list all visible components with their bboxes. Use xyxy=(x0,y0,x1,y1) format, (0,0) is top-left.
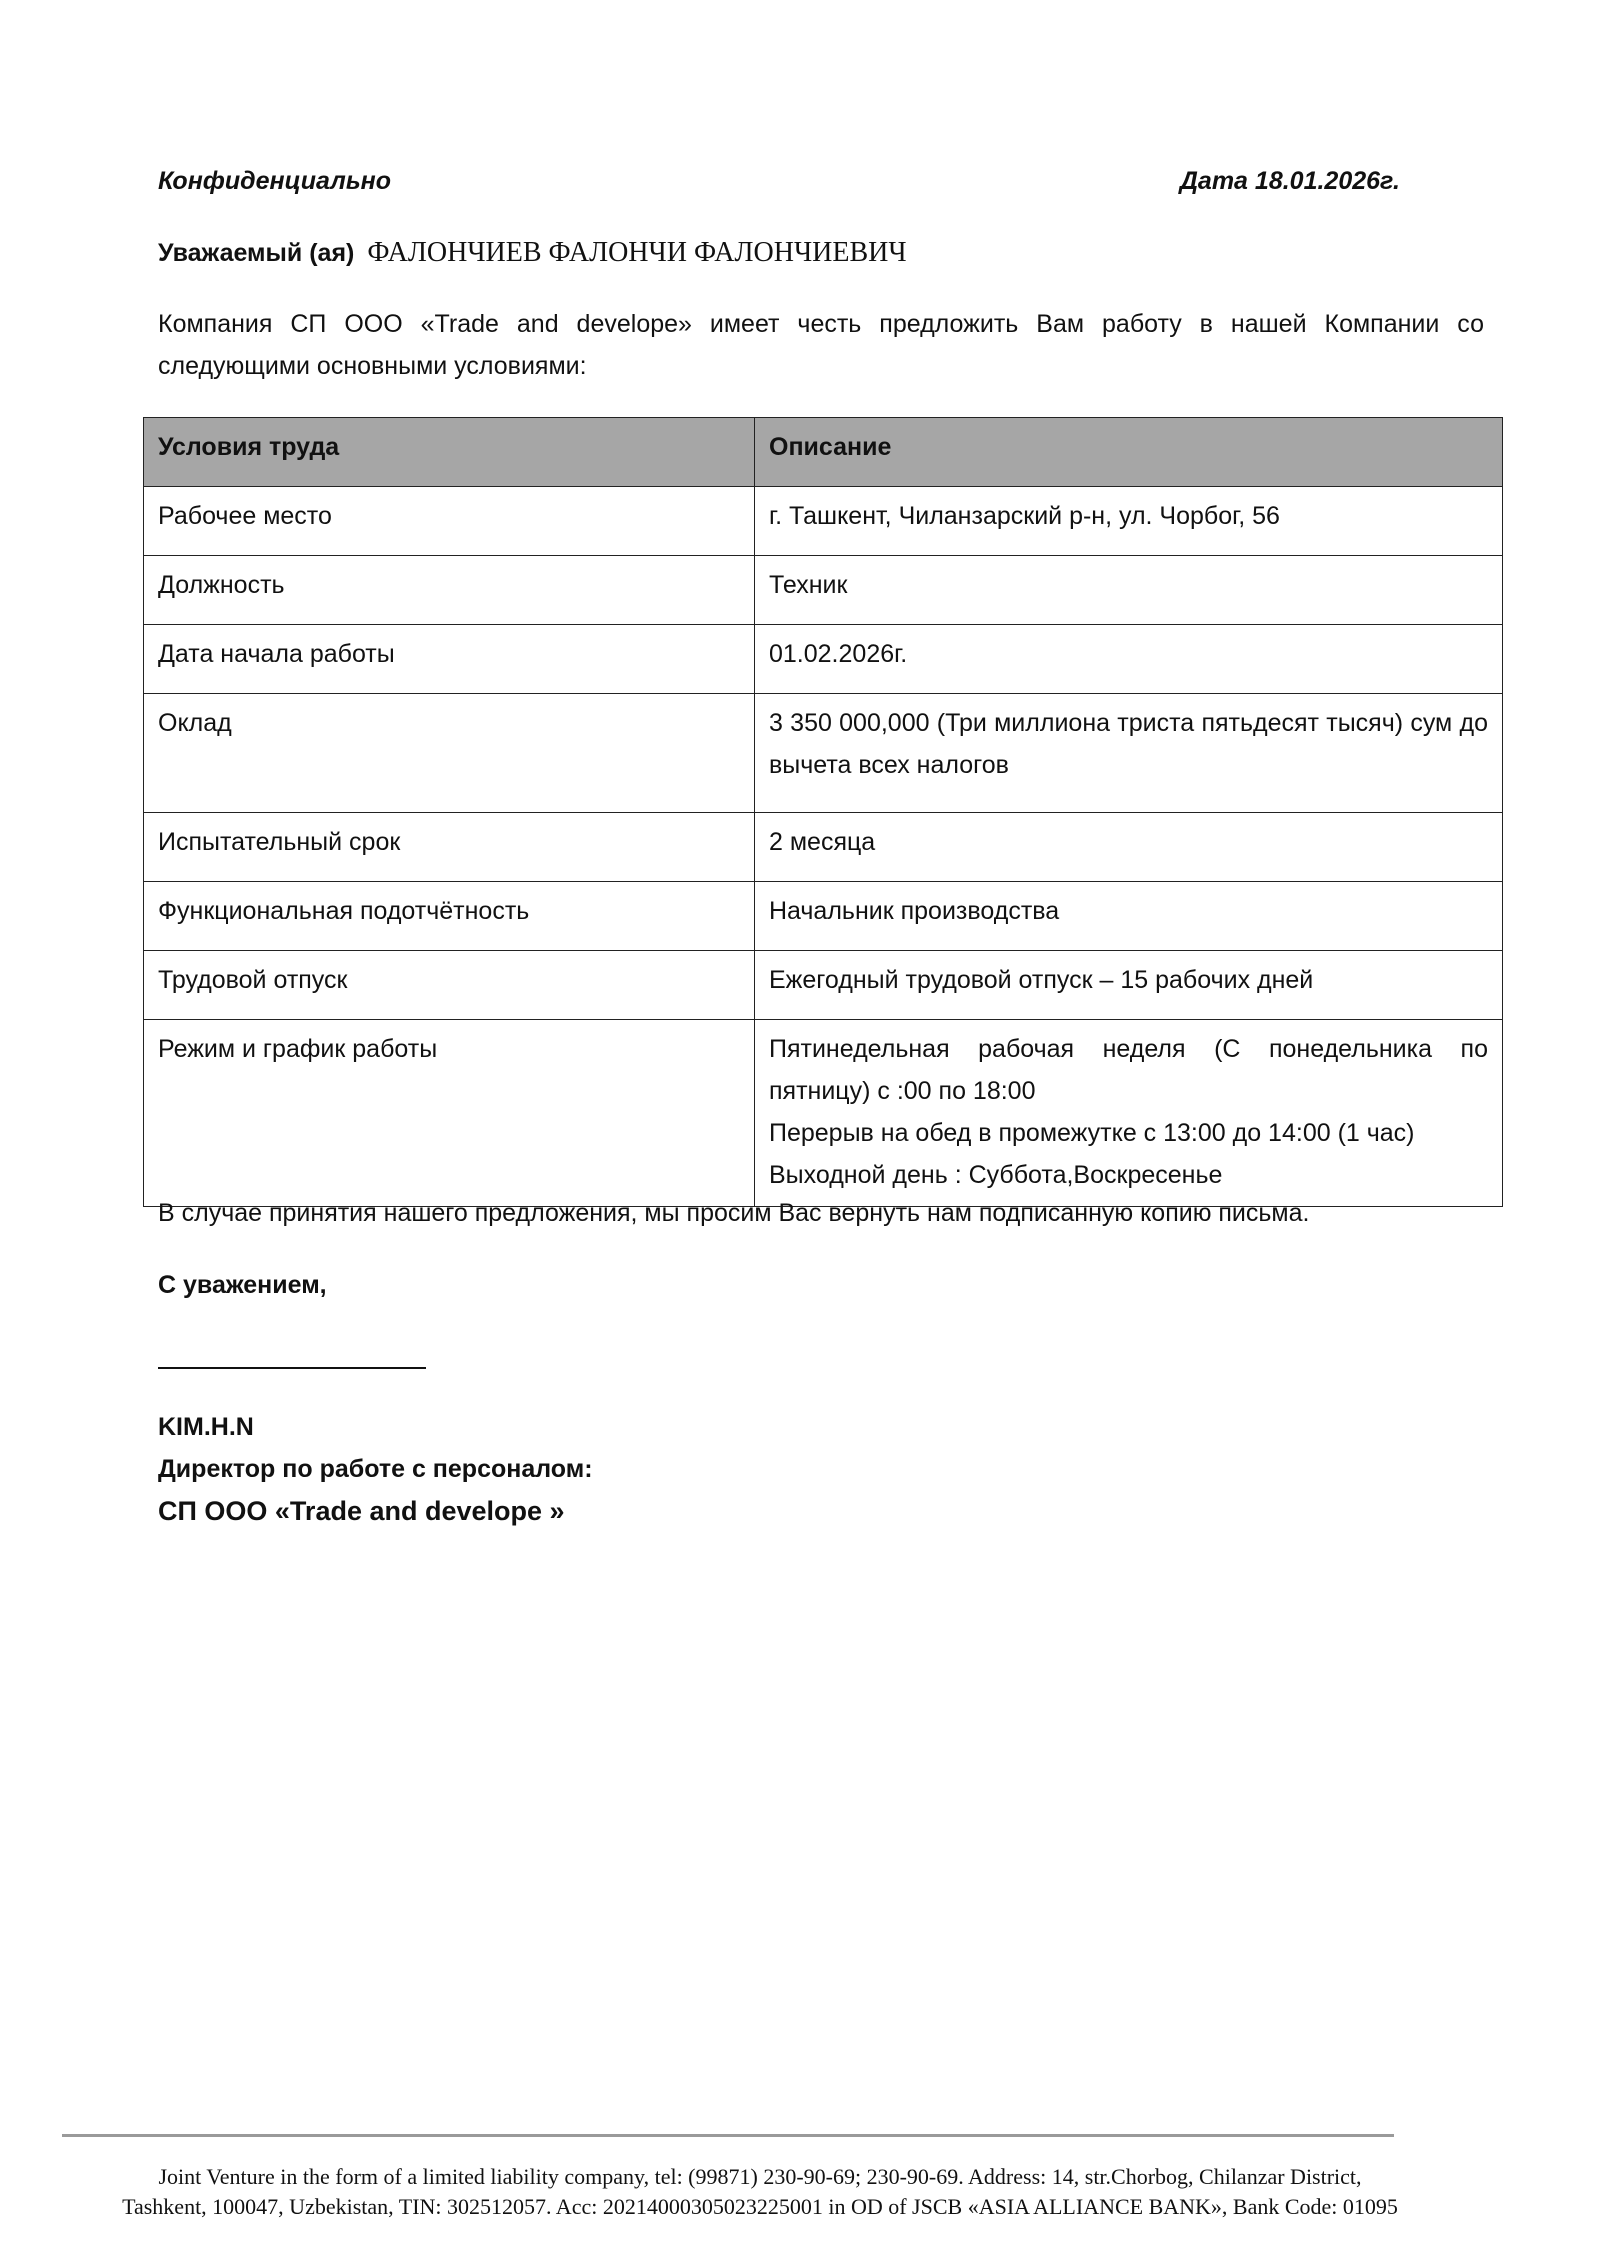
term-cell: Трудовой отпуск xyxy=(144,951,755,1020)
term-cell: Дата начала работы xyxy=(144,625,755,694)
salutation xyxy=(158,237,907,269)
letter-date: Дата 18.01.2026г. xyxy=(1179,167,1400,195)
table-row xyxy=(144,951,1503,1020)
table-row xyxy=(144,813,1503,882)
table-row xyxy=(144,882,1503,951)
footer-line: Tashkent, 100047, Uzbekistan, TIN: 302512057. Acc: 20214000305023225001 in OD of JSCB «ASIA ALLIANCE BANK», Bank Code: 01095 xyxy=(122,2194,1398,2219)
description-cell: 2 месяца xyxy=(755,813,1503,882)
term-cell: Должность xyxy=(144,556,755,625)
signer-name: KIM.H.N xyxy=(158,1413,254,1441)
schedule-line: Пятинедельная рабочая неделя (С понедельника по пятницу) с :00 по 18:00 xyxy=(769,1035,1488,1105)
description-cell: Техник xyxy=(755,556,1503,625)
description-cell xyxy=(755,1020,1503,1207)
description-cell: Начальник производства xyxy=(755,882,1503,951)
description-cell: Ежегодный трудовой отпуск – 15 рабочих дней xyxy=(755,951,1503,1020)
footer-line: Joint Venture in the form of a limited liability company, tel: (99871) 230-90-69; 230-90-69. Address: 14, str.Chorbog, Chilanzar District, xyxy=(158,2164,1362,2189)
table-row xyxy=(144,625,1503,694)
signature-line xyxy=(158,1367,426,1369)
table-row xyxy=(144,1020,1503,1207)
column-header-terms: Условия труда xyxy=(144,418,755,487)
salutation-label: Уважаемый (ая) xyxy=(158,239,355,267)
table-header-row xyxy=(144,418,1503,487)
term-cell: Испытательный срок xyxy=(144,813,755,882)
term-cell: Рабочее место xyxy=(144,487,755,556)
term-cell: Режим и график работы xyxy=(144,1020,755,1207)
table-row xyxy=(144,487,1503,556)
signer-company: СП ООО «Trade and develope » xyxy=(158,1496,565,1526)
closing-paragraph: В случае принятия нашего предложения, мы просим Вас вернуть нам подписанную копию письма. xyxy=(158,1199,1310,1227)
term-cell: Функциональная подотчётность xyxy=(144,882,755,951)
schedule-line: Перерыв на обед в промежутке с 13:00 до 14:00 (1 час) xyxy=(769,1119,1415,1147)
recipient-name: ФАЛОНЧИЕВ ФАЛОНЧИ ФАЛОНЧИЕВИЧ xyxy=(367,237,907,268)
column-header-description: Описание xyxy=(755,418,1503,487)
description-cell: г. Ташкент, Чиланзарский р-н, ул. Чорбог, 56 xyxy=(755,487,1503,556)
footer xyxy=(40,2162,1480,2222)
description-cell: 3 350 000,000 (Три миллиона триста пятьдесят тысяч) сум до вычета всех налогов xyxy=(755,694,1503,813)
table-row xyxy=(144,556,1503,625)
employment-terms-table xyxy=(143,417,1503,1207)
table-row xyxy=(144,694,1503,813)
regards: С уважением, xyxy=(158,1271,327,1299)
description-cell: 01.02.2026г. xyxy=(755,625,1503,694)
signer-block xyxy=(158,1406,593,1532)
intro-paragraph: Компания СП ООО «Trade and develope» имеет честь предложить Вам работу в нашей Компании со следующими основными условиями: xyxy=(158,310,1484,380)
footer-divider xyxy=(62,2134,1394,2137)
signer-position: Директор по работе с персоналом: xyxy=(158,1455,593,1483)
schedule-line: Выходной день : Суббота,Воскресенье xyxy=(769,1161,1223,1189)
term-cell: Оклад xyxy=(144,694,755,813)
confidential-mark: Конфиденциально xyxy=(158,167,392,195)
